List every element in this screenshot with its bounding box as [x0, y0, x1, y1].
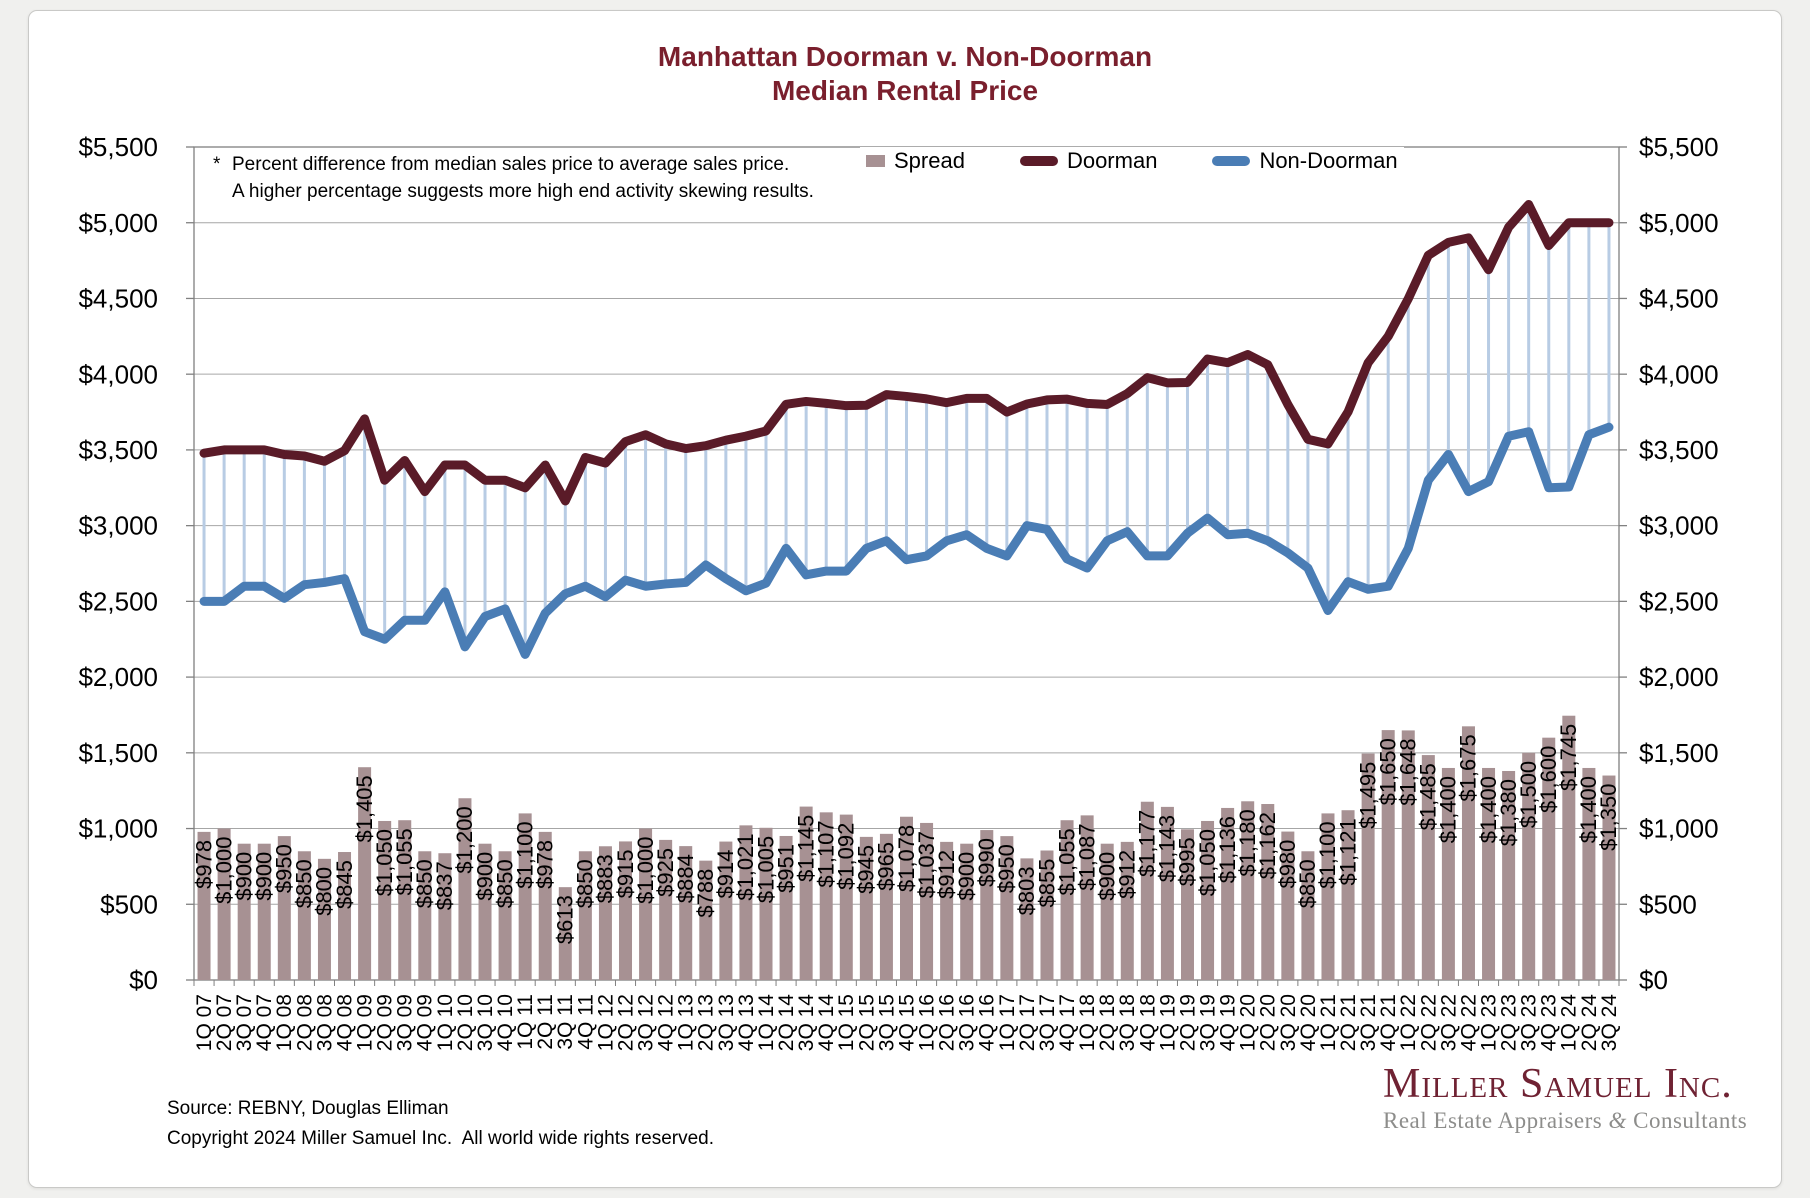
y-axis-label-left: $2,500 — [78, 586, 158, 617]
spread-bar-label: $788 — [693, 868, 719, 918]
x-axis-label: 3Q 23 — [1517, 994, 1541, 1052]
y-axis-label-right: $1,000 — [1639, 813, 1719, 844]
x-axis-label: 4Q 16 — [975, 994, 999, 1052]
spread-bar-label: $1,037 — [913, 830, 939, 899]
x-axis-label: 1Q 19 — [1156, 994, 1180, 1052]
x-axis-label: 2Q 07 — [213, 994, 237, 1052]
spread-bar-label: $1,400 — [1475, 775, 1501, 844]
footnote-line-1: Percent difference from median sales price to average sales price. — [232, 154, 790, 175]
x-axis-label: 1Q 08 — [273, 994, 297, 1052]
spread-bar-label: $1,745 — [1556, 723, 1582, 792]
spread-bar-label: $850 — [412, 859, 438, 909]
x-axis-label: 3Q 19 — [1196, 994, 1220, 1052]
x-axis-label: 1Q 12 — [594, 994, 618, 1052]
x-axis-label: 2Q 14 — [775, 994, 799, 1052]
y-axis-label-left: $1,500 — [78, 737, 158, 768]
spread-bar-label: $1,177 — [1134, 809, 1160, 878]
x-axis-label: 2Q 13 — [694, 994, 718, 1052]
spread-bar-label: $1,136 — [1214, 815, 1240, 884]
source-note: Source: REBNY, Douglas Elliman — [167, 1098, 449, 1119]
spread-bar-label: $855 — [1034, 858, 1060, 908]
y-axis-label-left: $3,000 — [78, 510, 158, 541]
spread-bar-label: $1,021 — [733, 833, 759, 901]
footnote-annotation — [213, 151, 824, 205]
footnote-asterisk: * — [213, 154, 221, 175]
x-axis-label: 1Q 18 — [1076, 994, 1100, 1052]
x-axis-label: 4Q 18 — [1136, 994, 1160, 1052]
spread-swatch-icon — [866, 155, 885, 167]
y-axis-label-right: $3,000 — [1639, 510, 1719, 541]
spread-bar-label: $1,350 — [1596, 783, 1622, 851]
x-axis-label: 2Q 18 — [1096, 994, 1120, 1052]
spread-bar-label: $1,100 — [1315, 821, 1341, 889]
spread-bar-label: $800 — [311, 866, 337, 916]
spread-bar-label: $883 — [592, 854, 618, 904]
y-axis-label-right: $5,500 — [1639, 132, 1719, 163]
y-axis-label-right: $2,500 — [1639, 586, 1719, 617]
non-doorman-swatch-icon — [1212, 156, 1250, 166]
spread-bar-label: $1,050 — [371, 828, 397, 897]
x-axis-label: 3Q 10 — [473, 994, 497, 1052]
y-axis-label-left: $500 — [100, 889, 158, 920]
x-axis-label: 4Q 07 — [253, 994, 277, 1052]
spread-bar-label: $1,648 — [1395, 738, 1421, 806]
x-axis-label: 2Q 10 — [453, 994, 477, 1052]
spread-bar-label: $980 — [1275, 839, 1301, 889]
spread-bar-label: $900 — [953, 851, 979, 901]
x-axis-label: 1Q 14 — [754, 994, 778, 1052]
spread-bar-label: $1,162 — [1255, 812, 1281, 880]
y-axis-label-left: $5,000 — [78, 207, 158, 238]
x-axis-label: 4Q 08 — [333, 994, 357, 1052]
spread-bar-label: $850 — [1295, 859, 1321, 909]
chart-title — [0, 40, 1810, 108]
spread-bar-label: $900 — [251, 851, 277, 901]
x-axis-label: 1Q 15 — [835, 994, 859, 1052]
legend-item-spread — [866, 148, 965, 174]
spread-bar-label: $1,055 — [1054, 828, 1080, 896]
y-axis-label-left: $4,500 — [78, 283, 158, 314]
x-axis-label: 2Q 15 — [855, 994, 879, 1052]
y-axis-label-right: $1,500 — [1639, 737, 1719, 768]
x-axis-label: 2Q 23 — [1497, 994, 1521, 1052]
spread-bar-label: $1,400 — [1576, 775, 1602, 844]
y-axis-label-left: $1,000 — [78, 813, 158, 844]
x-axis-label: 1Q 20 — [1236, 994, 1260, 1052]
y-axis-label-left: $3,500 — [78, 435, 158, 466]
x-axis-label: 3Q 24 — [1597, 994, 1621, 1052]
spread-bar-label: $1,078 — [893, 824, 919, 893]
x-axis-label: 1Q 09 — [353, 994, 377, 1052]
spread-bar-label: $1,055 — [391, 828, 417, 896]
x-axis-label: 3Q 21 — [1357, 994, 1381, 1052]
spread-bar-label: $850 — [291, 859, 317, 909]
legend-item-doorman — [1020, 148, 1157, 174]
spread-bar-label: $1,485 — [1415, 763, 1441, 831]
x-axis-label: 4Q 20 — [1296, 994, 1320, 1052]
spread-bar-label: $978 — [532, 839, 558, 889]
spread-bar-label: $1,000 — [632, 836, 658, 904]
x-axis-label: 4Q 12 — [654, 994, 678, 1052]
x-axis-label: 1Q 07 — [192, 994, 216, 1052]
spread-bar-label: $978 — [191, 839, 217, 889]
spread-bar-label: $1,100 — [512, 821, 538, 889]
legend-label-non-doorman: Non-Doorman — [1259, 148, 1398, 173]
spread-bar-label: $900 — [1094, 851, 1120, 901]
spread-bar-label: $850 — [492, 859, 518, 909]
spread-bar-label: $1,050 — [1194, 828, 1220, 897]
x-axis-label: 3Q 09 — [393, 994, 417, 1052]
spread-bar-label: $1,107 — [813, 820, 839, 888]
x-axis-label: 2Q 12 — [614, 994, 638, 1052]
x-axis-label: 3Q 08 — [313, 994, 337, 1052]
x-axis-label: 4Q 19 — [1216, 994, 1240, 1052]
x-axis-label: 1Q 22 — [1397, 994, 1421, 1052]
footnote-line-2: A higher percentage suggests more high end activity skewing results. — [232, 181, 814, 202]
x-axis-label: 4Q 17 — [1055, 994, 1079, 1052]
x-axis-label: 3Q 17 — [1035, 994, 1059, 1052]
spread-bar-label: $1,087 — [1074, 823, 1100, 891]
spread-bar-label: $1,143 — [1154, 814, 1180, 883]
spread-bar-label: $1,650 — [1375, 738, 1401, 806]
spread-bar-label: $1,495 — [1355, 761, 1381, 829]
spread-bar-label: $995 — [1174, 837, 1200, 887]
x-axis-label: 2Q 08 — [293, 994, 317, 1052]
spread-bar-label: $912 — [1114, 849, 1140, 899]
x-axis-label: 3Q 13 — [714, 994, 738, 1052]
x-axis-label: 2Q 21 — [1336, 994, 1360, 1052]
spread-bar-label: $1,005 — [753, 835, 779, 904]
x-axis-label: 3Q 14 — [795, 994, 819, 1052]
y-axis-label-right: $3,500 — [1639, 435, 1719, 466]
x-axis-label: 3Q 22 — [1437, 994, 1461, 1052]
x-axis-label: 3Q 12 — [634, 994, 658, 1052]
spread-bar-label: $1,145 — [793, 814, 819, 882]
chart-title-line-2: Median Rental Price — [771, 75, 1039, 106]
spread-bar-label: $1,092 — [833, 822, 859, 890]
y-axis-label-right: $0 — [1639, 965, 1668, 996]
spread-bar-label: $945 — [853, 844, 879, 894]
x-axis-label: 1Q 21 — [1316, 994, 1340, 1052]
spread-bar-label: $990 — [974, 838, 1000, 888]
x-axis-label: 3Q 11 — [554, 994, 578, 1050]
x-axis-label: 4Q 21 — [1377, 994, 1401, 1052]
spread-bar-label: $1,500 — [1515, 760, 1541, 829]
x-axis-label: 3Q 20 — [1276, 994, 1300, 1052]
spread-bar-label: $1,405 — [351, 775, 377, 843]
x-axis-label: 1Q 13 — [674, 994, 698, 1052]
spread-bar-label: $915 — [612, 849, 638, 899]
x-axis-label: 4Q 13 — [734, 994, 758, 1052]
miller-samuel-logo — [1383, 1062, 1747, 1134]
spread-bar-label: $1,200 — [452, 806, 478, 874]
doorman-swatch-icon — [1020, 156, 1058, 166]
chart-legend — [860, 147, 1404, 175]
logo-tagline: Real Estate Appraisers & Consultants — [1383, 1108, 1748, 1133]
x-axis-label: 1Q 24 — [1557, 994, 1581, 1052]
x-axis-label: 4Q 10 — [494, 994, 518, 1052]
x-axis-label: 3Q 18 — [1116, 994, 1140, 1052]
spread-bar-label: $900 — [231, 851, 257, 901]
y-axis-label-left: $2,000 — [78, 662, 158, 693]
x-axis-label: 4Q 23 — [1537, 994, 1561, 1052]
x-axis-label: 1Q 10 — [433, 994, 457, 1052]
spread-bar-label: $950 — [271, 844, 297, 894]
x-axis-label: 3Q 16 — [955, 994, 979, 1052]
spread-bar-label: $1,675 — [1455, 734, 1481, 802]
spread-bar-label: $837 — [432, 861, 458, 911]
chart-title-line-1: Manhattan Doorman v. Non-Doorman — [657, 41, 1153, 72]
y-axis-label-left: $4,000 — [78, 359, 158, 390]
y-axis-label-right: $5,000 — [1639, 207, 1719, 238]
spread-bar-label: $803 — [1014, 866, 1040, 916]
y-axis-label-left: $0 — [129, 965, 158, 996]
x-axis-label: 1Q 23 — [1477, 994, 1501, 1052]
x-axis-label: 4Q 22 — [1457, 994, 1481, 1052]
ampersand: & — [1608, 1108, 1627, 1133]
x-axis-label: 2Q 24 — [1577, 994, 1601, 1052]
legend-item-non-doorman — [1212, 148, 1397, 174]
spread-bar-label: $850 — [572, 859, 598, 909]
legend-label-spread: Spread — [894, 148, 965, 173]
x-axis-label: 2Q 17 — [1015, 994, 1039, 1052]
legend-label-doorman: Doorman — [1066, 148, 1158, 173]
x-axis-label: 2Q 11 — [534, 994, 558, 1050]
y-axis-label-right: $2,000 — [1639, 662, 1719, 693]
spread-bar-label: $950 — [994, 844, 1020, 894]
y-axis-label-right: $500 — [1639, 889, 1697, 920]
y-axis-label-left: $5,500 — [78, 132, 158, 163]
spread-bar-label: $900 — [472, 851, 498, 901]
x-axis-label: 4Q 11 — [574, 994, 598, 1050]
x-axis-label: 2Q 20 — [1256, 994, 1280, 1052]
spread-bar-label: $1,380 — [1495, 778, 1521, 847]
spread-bar-label: $914 — [713, 849, 739, 899]
spread-bar-label: $1,180 — [1234, 809, 1260, 877]
copyright-note: Copyright 2024 Miller Samuel Inc. All world wide rights reserved. — [167, 1128, 715, 1149]
spread-bar-label: $845 — [331, 860, 357, 909]
x-axis-label: 2Q 09 — [373, 994, 397, 1052]
spread-bar-label: $613 — [552, 895, 578, 945]
spread-bar-label: $951 — [773, 843, 799, 893]
x-axis-label: 3Q 07 — [233, 994, 257, 1052]
spread-bar-label: $965 — [873, 841, 899, 891]
x-axis-label: 2Q 19 — [1176, 994, 1200, 1052]
logo-name: Miller Samuel Inc. — [1383, 1061, 1733, 1107]
x-axis-label: 2Q 22 — [1417, 994, 1441, 1052]
spread-bar-label: $1,600 — [1536, 745, 1562, 813]
x-axis-label: 4Q 15 — [895, 994, 919, 1052]
x-axis-label: 4Q 14 — [815, 994, 839, 1052]
x-axis-label: 4Q 09 — [413, 994, 437, 1052]
x-axis-label: 1Q 11 — [514, 994, 538, 1050]
x-axis-label: 3Q 15 — [875, 994, 899, 1052]
spread-bar-label: $1,121 — [1335, 818, 1361, 886]
spread-bar-label: $925 — [652, 847, 678, 897]
spread-bar-label: $884 — [672, 854, 698, 904]
spread-bar-label: $912 — [933, 849, 959, 899]
spread-bar-label: $1,400 — [1435, 775, 1461, 844]
x-axis-label: 1Q 17 — [995, 993, 1019, 1052]
y-axis-label-right: $4,500 — [1639, 283, 1719, 314]
x-axis-label: 1Q 16 — [915, 994, 939, 1052]
x-axis-label: 2Q 16 — [935, 994, 959, 1052]
y-axis-label-right: $4,000 — [1639, 359, 1719, 390]
spread-bar-label: $1,000 — [211, 836, 237, 904]
